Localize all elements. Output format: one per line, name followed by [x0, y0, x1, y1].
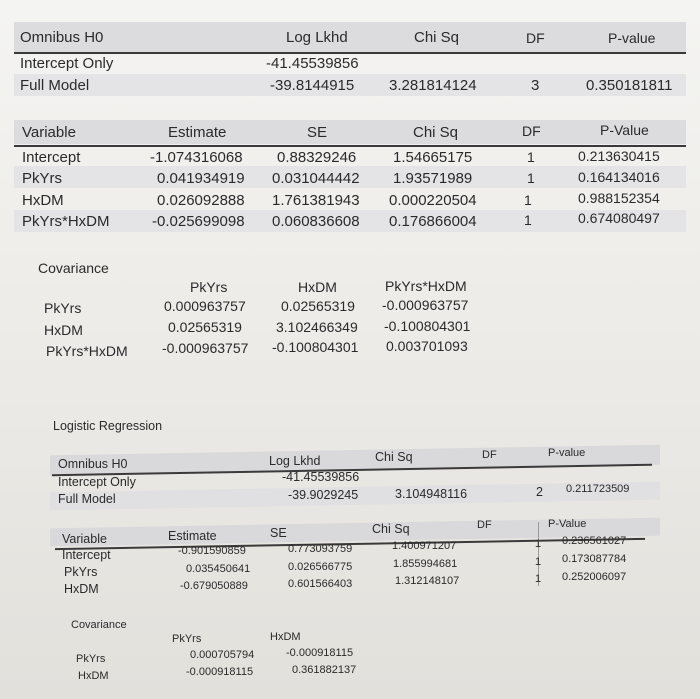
section2-title: Logistic Regression — [53, 419, 163, 433]
params2-cell-df: 1 — [535, 573, 542, 585]
params1-header-df: DF — [522, 123, 541, 139]
params1-header-rule — [14, 145, 686, 147]
cov2-row-label: PkYrs — [76, 653, 106, 665]
omnibus1-header-pvalue: P-value — [608, 30, 656, 46]
params1-cell-pvalue: 0.164134016 — [578, 169, 660, 185]
omnibus2-header-df: DF — [482, 449, 497, 461]
omnibus2-row-df: 2 — [536, 485, 543, 499]
omnibus2-header-chisq: Chi Sq — [375, 450, 413, 464]
params1-cell-chisq: 0.000220504 — [389, 192, 477, 209]
params2-header-se: SE — [270, 526, 287, 540]
params1-cell-chisq: 0.176866004 — [389, 213, 477, 230]
params2-header-estimate: Estimate — [168, 529, 217, 543]
params2-cell-se: 0.601566403 — [288, 578, 353, 590]
params1-cell-df: 1 — [524, 212, 532, 228]
omnibus2-row-chisq: 3.104948116 — [395, 487, 468, 501]
params1-cell-df: 1 — [527, 170, 535, 186]
params2-cell-chisq: 1.312148107 — [395, 575, 460, 587]
params1-header-estimate: Estimate — [168, 124, 227, 141]
params1-cell-variable: Intercept — [22, 149, 81, 166]
omnibus2-header-loglkhd: Log Lkhd — [269, 454, 321, 468]
cov1-header-hxdm: HxDM — [298, 279, 337, 295]
params1-header-pvalue: P-Value — [600, 122, 649, 138]
params1-cell-se: 0.88329246 — [277, 149, 357, 166]
params2-cell-chisq: 1.855994681 — [393, 558, 458, 570]
cov2-cell: 0.000705794 — [190, 649, 255, 661]
params2-header-variable: Variable — [62, 532, 107, 546]
cov2-row-label: HxDM — [78, 670, 109, 682]
cov1-cell: 0.000963757 — [164, 298, 246, 314]
params2-cell-estimate: -0.679050889 — [180, 580, 248, 592]
params2-cell-se: 0.026566775 — [288, 561, 353, 573]
params2-cell-pvalue: 0.173087784 — [562, 553, 627, 565]
params1-cell-estimate: 0.041934919 — [157, 170, 245, 187]
cov1-title: Covariance — [38, 260, 109, 276]
omnibus2-row-loglkhd: -41.45539856 — [282, 470, 360, 484]
cov1-cell: -0.000963757 — [382, 297, 469, 313]
params1-cell-estimate: 0.026092888 — [157, 192, 245, 209]
params1-cell-pvalue: 0.213630415 — [578, 148, 660, 164]
params1-cell-estimate: -0.025699098 — [152, 213, 245, 230]
params1-cell-df: 1 — [527, 149, 535, 165]
params2-cell-df: 1 — [535, 538, 542, 550]
cov1-row-label: PkYrs — [44, 300, 82, 316]
omnibus1-header-rule — [14, 52, 686, 54]
params1-cell-se: 0.060836608 — [272, 213, 360, 230]
omnibus1-row-df: 3 — [531, 77, 540, 94]
params2-cell-variable: HxDM — [64, 582, 99, 596]
omnibus1-header-df: DF — [526, 30, 545, 46]
omnibus2-header-pvalue: P-value — [548, 447, 586, 459]
params1-header-se: SE — [307, 124, 328, 141]
omnibus2-row-label: Intercept Only — [58, 475, 136, 489]
omnibus1-row-loglkhd: -41.45539856 — [266, 55, 359, 72]
params1-cell-chisq: 1.93571989 — [393, 170, 473, 187]
cov2-cell: -0.000918115 — [186, 666, 254, 678]
omnibus1-header-chisq: Chi Sq — [414, 29, 460, 46]
omnibus1-row-chisq: 3.281814124 — [389, 77, 477, 94]
omnibus1-header-label: Omnibus H0 — [20, 29, 104, 46]
params2-cell-df: 1 — [535, 556, 542, 568]
params2-cell-chisq: 1.400971207 — [392, 540, 457, 552]
params2-cell-pvalue: 0.252006097 — [562, 571, 627, 583]
params1-cell-se: 1.761381943 — [272, 192, 360, 209]
omnibus1-header-band — [14, 22, 686, 52]
params2-header-df: DF — [477, 519, 492, 531]
params1-cell-pvalue: 0.988152354 — [578, 190, 660, 206]
params2-cell-variable: Intercept — [62, 548, 111, 562]
cov1-cell: 3.102466349 — [276, 319, 358, 335]
cov1-cell: 0.02565319 — [281, 298, 355, 314]
cov1-row-label: HxDM — [44, 322, 83, 338]
omnibus1-row-pvalue: 0.350181811 — [586, 77, 673, 94]
cov2-header-hxdm: HxDM — [270, 631, 301, 643]
params1-cell-variable: HxDM — [22, 192, 64, 209]
cov1-cell: 0.003701093 — [386, 338, 468, 354]
params2-cell-se: 0.773093759 — [288, 543, 353, 555]
params1-cell-estimate: -1.074316068 — [150, 149, 243, 166]
omnibus2-row-pvalue: 0.211723509 — [566, 483, 630, 495]
cov1-header-pkyrs: PkYrs — [190, 279, 228, 295]
cov1-header-pkyrs-hxdm: PkYrs*HxDM — [385, 278, 467, 294]
params1-header-variable: Variable — [22, 124, 76, 141]
cov1-cell: -0.000963757 — [162, 340, 249, 356]
omnibus1-row-label: Full Model — [20, 77, 90, 94]
cov1-cell: -0.100804301 — [272, 339, 359, 355]
omnibus2-row-loglkhd: -39.9029245 — [288, 488, 359, 502]
cov2-header-pkyrs: PkYrs — [172, 633, 202, 645]
cov2-title: Covariance — [71, 619, 127, 631]
params2-cell-variable: PkYrs — [64, 565, 98, 579]
omnibus1-header-loglkhd: Log Lkhd — [286, 29, 348, 46]
cov1-cell: 0.02565319 — [168, 319, 242, 335]
omnibus2-row-label: Full Model — [58, 492, 116, 506]
cov1-cell: -0.100804301 — [384, 318, 471, 334]
cov2-cell: 0.361882137 — [292, 664, 357, 676]
omnibus1-row-loglkhd: -39.8144915 — [270, 77, 355, 94]
params2-cell-estimate: 0.035450641 — [186, 563, 251, 575]
params2-header-chisq: Chi Sq — [372, 522, 410, 536]
params2-cell-estimate: -0.901590859 — [178, 545, 246, 557]
params1-header-chisq: Chi Sq — [413, 124, 459, 141]
params1-cell-df: 1 — [524, 192, 532, 208]
params1-cell-chisq: 1.54665175 — [393, 149, 473, 166]
params2-cell-pvalue: 0.236561027 — [562, 535, 627, 547]
params2-header-pvalue: P-Value — [548, 518, 587, 530]
params1-cell-variable: PkYrs*HxDM — [22, 213, 110, 230]
omnibus1-row-label: Intercept Only — [20, 55, 114, 72]
params1-cell-pvalue: 0.674080497 — [578, 210, 660, 226]
omnibus2-header-label: Omnibus H0 — [58, 457, 128, 471]
cov1-row-label: PkYrs*HxDM — [46, 343, 128, 359]
params1-header-band — [14, 120, 686, 144]
cov2-cell: -0.000918115 — [286, 647, 354, 659]
params1-cell-variable: PkYrs — [22, 170, 63, 187]
params1-cell-se: 0.031044442 — [272, 170, 360, 187]
